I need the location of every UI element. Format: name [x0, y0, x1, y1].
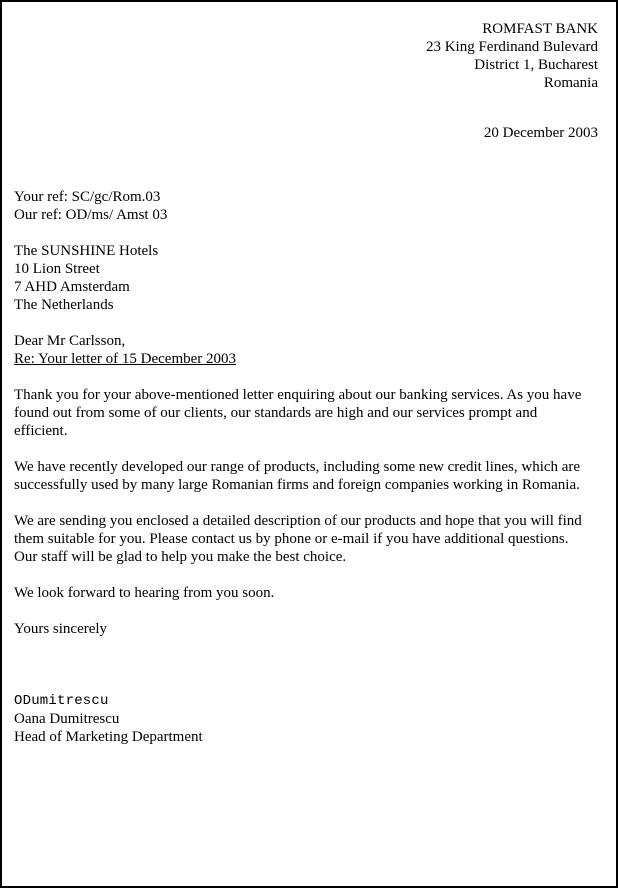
- sender-address-block: [14, 20, 598, 92]
- sender-street: 23 King Ferdinand Bulevard: [425, 39, 598, 55]
- recipient-country: The Netherlands: [14, 297, 114, 313]
- letter-body-copy: [14, 386, 598, 602]
- your-reference: Your ref: SC/gc/Rom.03: [14, 189, 161, 205]
- letter-date: 20 December 2003: [483, 125, 598, 141]
- body-paragraph: We look forward to hearing from you soon.: [14, 585, 275, 601]
- salutation: Dear Mr Carlsson,: [14, 333, 126, 349]
- body-paragraph: We have recently developed our range of products, including some new credit lines, which are successfully used by many large Romanian firms and foreign companies working in Romania.: [14, 459, 581, 493]
- valediction: Yours sincerely: [14, 621, 108, 637]
- salutation-block: [14, 332, 598, 368]
- recipient-company: The SUNSHINE Hotels: [14, 243, 159, 259]
- reference-block: [14, 188, 598, 224]
- body-paragraph: Thank you for your above-mentioned letter enquiring about our banking services. As you have found out from some of our clients, our standards are high and our services prompt and efficient.: [14, 387, 582, 439]
- signer-name: Oana Dumitrescu: [14, 711, 120, 727]
- sender-company-name: ROMFAST BANK: [482, 21, 598, 37]
- letter-body: [14, 20, 598, 746]
- sender-district-city: District 1, Bucharest: [474, 57, 598, 73]
- sender-country: Romania: [543, 75, 598, 91]
- subject-line: Re: Your letter of 15 December 2003: [14, 351, 237, 367]
- signer-title: Head of Marketing Department: [14, 729, 203, 745]
- signature-mark: ODumitrescu: [14, 693, 109, 709]
- recipient-street: 10 Lion Street: [14, 261, 100, 277]
- our-reference: Our ref: OD/ms/ Amst 03: [14, 207, 168, 223]
- recipient-address-block: [14, 242, 598, 314]
- recipient-city: 7 AHD Amsterdam: [14, 279, 130, 295]
- body-paragraph: We are sending you enclosed a detailed description of our products and hope that you will find them suitable for you. Please contact us by phone or e-mail if you have additional questions. Our staff will be glad to help you make the best choice.: [14, 513, 582, 565]
- signature-block: [14, 692, 598, 746]
